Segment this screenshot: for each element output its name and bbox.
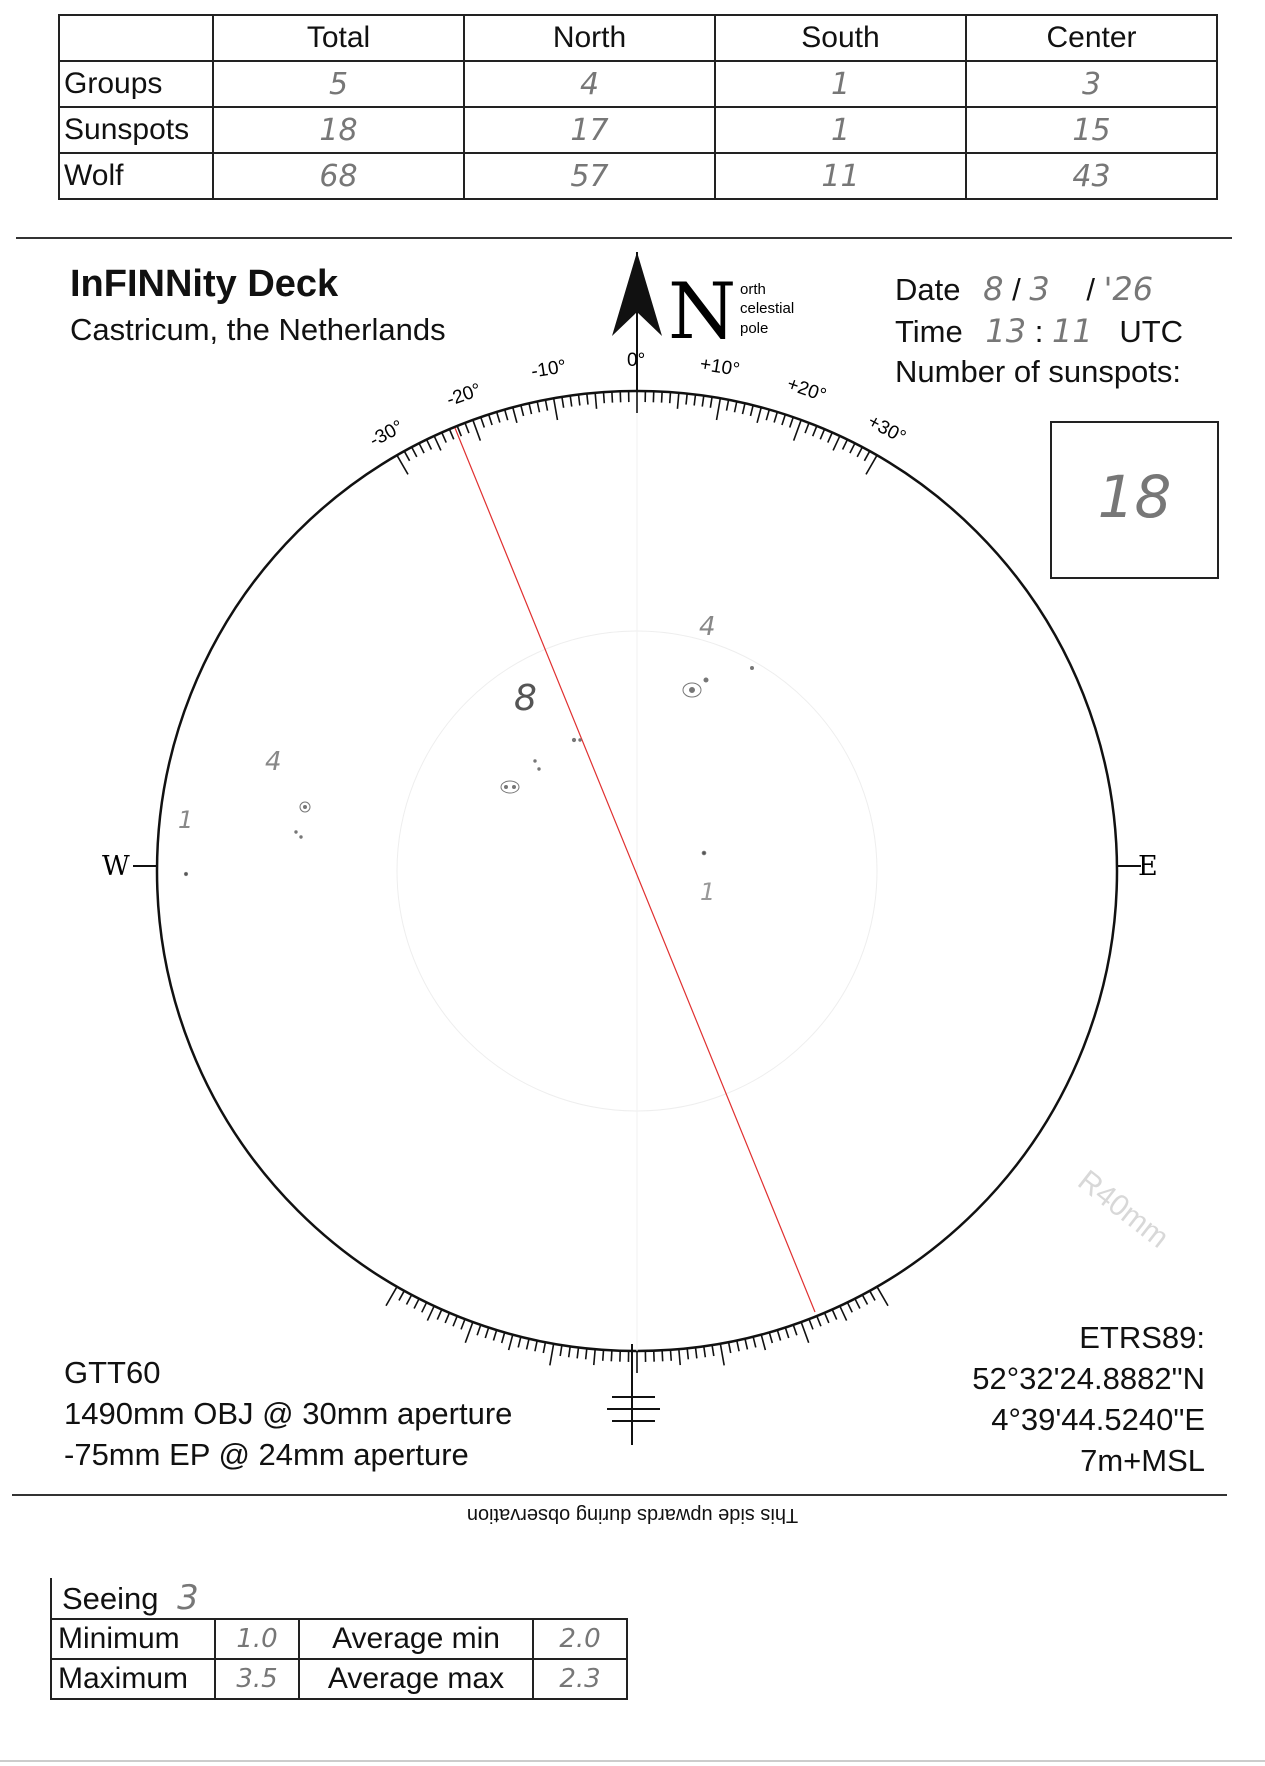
scale-tick: [612, 392, 613, 403]
instrument-objective: 1490mm OBJ @ 30mm aperture: [64, 1396, 513, 1431]
scale-tick: [587, 394, 588, 405]
column-header: South: [715, 15, 966, 61]
scale-tick: [477, 1325, 481, 1335]
scale-tick: [586, 1348, 587, 1359]
sunspot-count-value: 18: [1097, 463, 1172, 531]
scale-tick: [833, 436, 840, 451]
scale-tick: [397, 455, 408, 474]
scale-tick: [743, 403, 745, 414]
scale-tick: [535, 1341, 537, 1352]
scale-tick: [726, 400, 728, 411]
instrument-name: GTT60: [64, 1355, 161, 1390]
scale-tick: [686, 394, 687, 405]
row-label: Sunspots: [59, 107, 213, 153]
date-separator: /: [1012, 272, 1021, 307]
scale-tick: [437, 1310, 441, 1320]
scale-tick: [769, 1332, 772, 1343]
scale-tick: [710, 397, 712, 408]
avg-min-value: 2.0: [533, 1619, 627, 1659]
scale-tick: [870, 1291, 875, 1301]
scale-tick: [543, 1342, 545, 1353]
scale-tick: [545, 400, 547, 411]
column-header: Total: [213, 15, 464, 61]
seeing-label: Seeing: [62, 1581, 159, 1616]
date-month: 3: [1029, 270, 1050, 308]
scale-tick: [662, 392, 663, 403]
date-day: 8: [983, 270, 1004, 308]
scale-tick: [813, 426, 817, 436]
scale-tick: [445, 1313, 449, 1323]
scale-tick: [493, 1330, 496, 1341]
scale-tick: [434, 436, 441, 451]
scale-tick: [777, 1330, 780, 1341]
scale-tick: [735, 401, 737, 412]
scale-tick: [537, 401, 539, 412]
scale-tick: [527, 1339, 529, 1350]
table-cell: 17: [464, 107, 715, 153]
scale-label: +20°: [784, 373, 829, 407]
scale-tick: [453, 1316, 457, 1326]
scale-tick: [677, 393, 678, 409]
scale-tick: [481, 417, 485, 427]
scale-tick: [687, 1348, 688, 1359]
time-label: Time: [895, 314, 963, 349]
instrument-eyepiece: -75mm EP @ 24mm aperture: [64, 1437, 469, 1472]
scale-tick: [419, 443, 424, 453]
scale-tick: [877, 1287, 888, 1306]
scale-tick: [473, 420, 481, 441]
scale-tick: [406, 1295, 411, 1305]
avg-max-label: Average max: [299, 1659, 533, 1699]
north-note-line: orth: [740, 281, 766, 298]
table-row: [51, 1619, 627, 1659]
column-header: Center: [966, 15, 1217, 61]
scale-tick: [862, 1295, 867, 1305]
scale-tick: [449, 429, 453, 439]
scale-tick: [465, 423, 469, 433]
date-year: '26: [1103, 270, 1154, 308]
seeing-line: [50, 1578, 199, 1618]
scale-tick: [497, 412, 500, 423]
avg-max-value: 2.3: [533, 1659, 627, 1699]
scale-tick: [679, 1349, 680, 1365]
scale-tick: [817, 1316, 821, 1326]
time-minute: 11: [1051, 312, 1093, 350]
scale-tick: [866, 455, 877, 474]
scale-tick: [485, 1328, 488, 1338]
scale-tick: [761, 1335, 765, 1350]
scale-tick: [422, 1302, 427, 1312]
table-cell: 18: [213, 107, 464, 153]
scale-tick: [712, 1345, 714, 1356]
scale-tick: [550, 1344, 554, 1366]
time-unit: UTC: [1119, 314, 1184, 349]
sunspot-count-label: Number of sunspots:: [895, 354, 1182, 389]
seeing-value: 3: [177, 1578, 199, 1618]
north-letter: N: [668, 267, 737, 357]
column-header: North: [464, 15, 715, 61]
scale-tick: [603, 1350, 604, 1361]
minimum-value: 1.0: [215, 1619, 299, 1659]
scale-tick: [766, 410, 769, 421]
scale-tick: [801, 1322, 809, 1343]
scale-tick: [720, 1344, 724, 1366]
scale-tick: [489, 414, 492, 424]
group-annotation: 1: [178, 806, 194, 834]
scale-tick: [745, 1339, 747, 1350]
table-cell: 57: [464, 153, 715, 199]
scale-tick: [855, 1299, 860, 1309]
scale-tick: [521, 405, 524, 416]
scale-label: +10°: [698, 353, 742, 381]
scale-tick: [611, 1350, 612, 1361]
table-cell: 11: [715, 153, 966, 199]
north-note-line: pole: [740, 320, 769, 337]
scale-tick: [774, 412, 777, 423]
scale-tick: [427, 440, 432, 450]
scale-tick: [529, 403, 531, 414]
scale-tick: [828, 432, 832, 442]
table-cell: 68: [213, 153, 464, 199]
scale-tick: [729, 1342, 731, 1353]
scale-tick: [670, 392, 671, 403]
table-cell: 43: [966, 153, 1217, 199]
scale-tick: [518, 1337, 521, 1348]
scale-tick: [695, 1347, 696, 1358]
scale-tick: [702, 396, 704, 407]
scale-tick: [577, 1347, 578, 1358]
scale-label: -10°: [529, 356, 568, 383]
date-separator: /: [1086, 272, 1095, 307]
table-cell: 15: [966, 107, 1217, 153]
scale-label: -20°: [443, 379, 484, 411]
page-bottom-rule: [0, 1760, 1265, 1762]
scale-tick: [414, 1299, 419, 1309]
scale-tick: [753, 1337, 756, 1348]
seeing-table: [50, 1618, 628, 1700]
table-cell: 5: [213, 61, 464, 107]
scale-tick: [790, 417, 794, 427]
table-cell: 1: [715, 107, 966, 153]
scale-tick: [794, 420, 802, 441]
solar-axis-line: [455, 428, 815, 1312]
maximum-value: 3.5: [215, 1659, 299, 1699]
west-label: W: [102, 851, 130, 882]
radius-label: R40mm: [1071, 1164, 1175, 1255]
scale-tick: [850, 443, 855, 453]
scale-tick: [843, 440, 848, 450]
scale-tick: [562, 397, 564, 408]
scale-label: +30°: [864, 411, 910, 449]
group-annotation: 4: [699, 612, 716, 642]
datum-label: ETRS89:: [1079, 1320, 1205, 1355]
table-cell: 3: [966, 61, 1217, 107]
scale-tick: [595, 393, 596, 409]
scale-label: 0°: [627, 350, 646, 371]
longitude-value: 4°39'44.5240"E: [991, 1402, 1205, 1437]
scale-tick: [750, 405, 753, 416]
table-row: [51, 1659, 627, 1699]
scale-tick: [570, 396, 572, 407]
south-marker-icon: [607, 1344, 660, 1445]
scale-tick: [820, 429, 824, 439]
scale-tick: [782, 414, 785, 424]
scale-tick: [847, 1302, 852, 1312]
table-cell: 4: [464, 61, 715, 107]
scale-tick: [670, 1350, 671, 1361]
scale-tick: [757, 407, 761, 422]
scale-tick: [694, 395, 695, 406]
scale-tick: [560, 1345, 562, 1356]
scale-tick: [864, 451, 869, 461]
scale-tick: [509, 1335, 513, 1350]
scale-tick: [505, 410, 508, 421]
scale-tick: [465, 1322, 473, 1343]
page-title: InFINNity Deck: [70, 263, 339, 305]
scale-tick: [604, 392, 605, 403]
altitude-value: 7m+MSL: [1080, 1443, 1205, 1478]
scale-tick: [825, 1313, 829, 1323]
avg-min-label: Average min: [299, 1619, 533, 1659]
scale-tick: [594, 1349, 595, 1365]
scale-tick: [412, 447, 417, 457]
scale-tick: [461, 1319, 465, 1329]
scale-tick: [579, 395, 580, 406]
time-hour: 13: [985, 312, 1027, 350]
scale-tick: [832, 1310, 836, 1320]
scale-tick: [704, 1346, 706, 1357]
scale-tick: [717, 398, 721, 420]
scale-label: -30°: [366, 416, 408, 452]
scale-tick: [386, 1287, 397, 1306]
row-label: Wolf: [59, 153, 213, 199]
scale-tick: [805, 423, 809, 433]
scale-tick: [513, 407, 517, 422]
group-annotation: 4: [265, 747, 282, 777]
scale-tick: [399, 1291, 404, 1301]
scale-tick: [840, 1306, 847, 1321]
group-annotation: 1: [700, 878, 716, 906]
scale-tick: [737, 1341, 739, 1352]
scale-tick: [554, 398, 558, 420]
scale-tick: [809, 1319, 813, 1329]
scale-tick: [442, 432, 446, 442]
scale-tick: [427, 1306, 434, 1321]
north-note-line: celestial: [740, 300, 795, 317]
table-cell: 1: [715, 61, 966, 107]
location-subtitle: Castricum, the Netherlands: [70, 312, 446, 347]
time-separator: :: [1034, 314, 1044, 349]
scale-tick: [502, 1332, 505, 1343]
scale-tick: [569, 1346, 571, 1357]
scale-tick: [857, 447, 862, 457]
scale-tick: [785, 1328, 788, 1338]
bottom-divider: [12, 1494, 1227, 1496]
minimum-label: Minimum: [51, 1619, 215, 1659]
scale-tick: [793, 1325, 797, 1335]
scale-tick: [662, 1350, 663, 1361]
maximum-label: Maximum: [51, 1659, 215, 1699]
date-label: Date: [895, 272, 961, 307]
row-label: Groups: [59, 61, 213, 107]
group-annotation: 8: [514, 678, 537, 719]
east-label: E: [1138, 851, 1158, 882]
latitude-value: 52°32'24.8882"N: [972, 1361, 1205, 1396]
scale-tick: [404, 451, 409, 461]
orientation-note: This side upwards during observation: [466, 1504, 799, 1526]
